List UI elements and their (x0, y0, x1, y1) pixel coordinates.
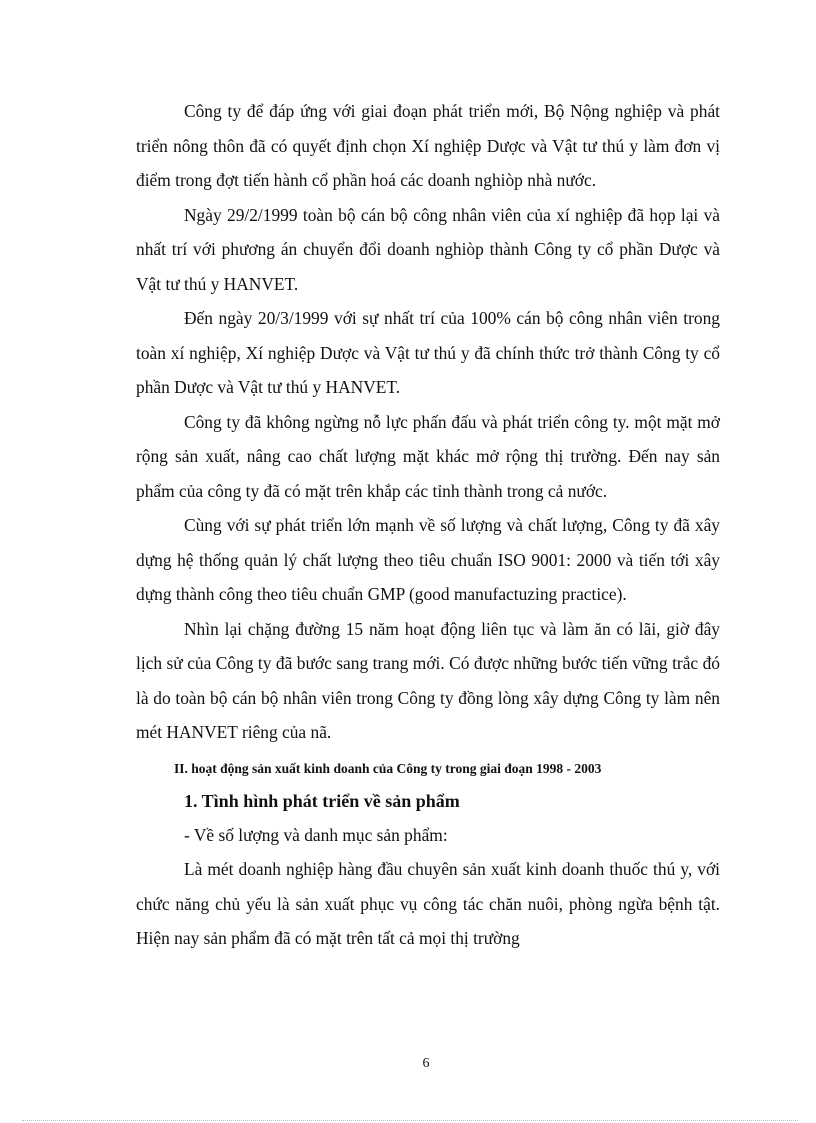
paragraph-meeting-date: Ngày 29/2/1999 toàn bộ cán bộ công nhân viên của xí nghiệp đã họp lại và nhất trí với phương án chuyển đổi doanh nghiòp thành Công ty cổ phần Dược và Vật tư thú y HANVET. (136, 204, 720, 294)
page-bottom-divider (22, 1120, 798, 1121)
paragraph-quality-standards: Cùng với sự phát triển lớn mạnh về số lượng và chất lượng, Công ty đã xây dựng hệ thống quản lý chất lượng theo tiêu chuẩn ISO 9001: 2000 và tiến tới xây dựng thành công theo tiêu chuẩn GMP (good manufactuzing practice). (136, 515, 720, 604)
page-body (136, 94, 720, 956)
paragraph-restructuring: Công ty để đáp ứng với giai đoạn phát triển mới, Bộ Nộng nghiệp và phát triển nông thôn đã có quyết định chọn Xí nghiệp Dược và Vật tư thú y làm đơn vị điểm trong đợt tiến hành cổ phần hoá các doanh nghiòp nhà nước. (136, 101, 720, 190)
paragraph-official-date: Đến ngày 20/3/1999 với sự nhất trí của 100% cán bộ công nhân viên trong toàn xí nghiệp, Xí nghiệp Dược và Vật tư thú y đã chính thức trở thành Công ty cổ phần Dược và Vật tư thú y HANVET. (136, 308, 720, 397)
bullet-item: - Về số lượng và danh mục sản phẩm: (184, 824, 448, 845)
subsection-heading: 1. Tình hình phát triển về sản phẩm (184, 790, 460, 811)
page-number: 6 (422, 1056, 430, 1071)
paragraph-development: Công ty đã không ngừng nỗ lực phấn đấu và phát triển công ty. một mặt mở rộng sản xuất, nâng cao chất lượng mặt khác mở rộng thị trường. Đến nay sản phẩm của công ty đã có mặt trên khắp các tỉnh thành trong cả nước. (136, 411, 720, 501)
paragraph-products: Là mét doanh nghiệp hàng đầu chuyên sản xuất kinh doanh thuốc thú y, với chức năng chủ yếu là sản xuất phục vụ công tác chăn nuôi, phòng ngừa bệnh tật. Hiện nay sản phẩm đã có mặt trên tất cả mọi thị trường (136, 859, 720, 948)
paragraph-history: Nhìn lại chặng đường 15 năm hoạt động liên tục và làm ăn có lãi, giờ đây lịch sử của Công ty đã bước sang trang mới. Có được những bước tiến vững trắc đó là do toàn bộ cán bộ nhân viên trong Công ty đồng lòng xây dựng Công ty làm nên mét HANVET riêng của nã. (136, 618, 720, 742)
section-heading: II. hoạt động sản xuất kinh doanh của Công ty trong giai đoạn 1998 - 2003 (174, 760, 602, 776)
